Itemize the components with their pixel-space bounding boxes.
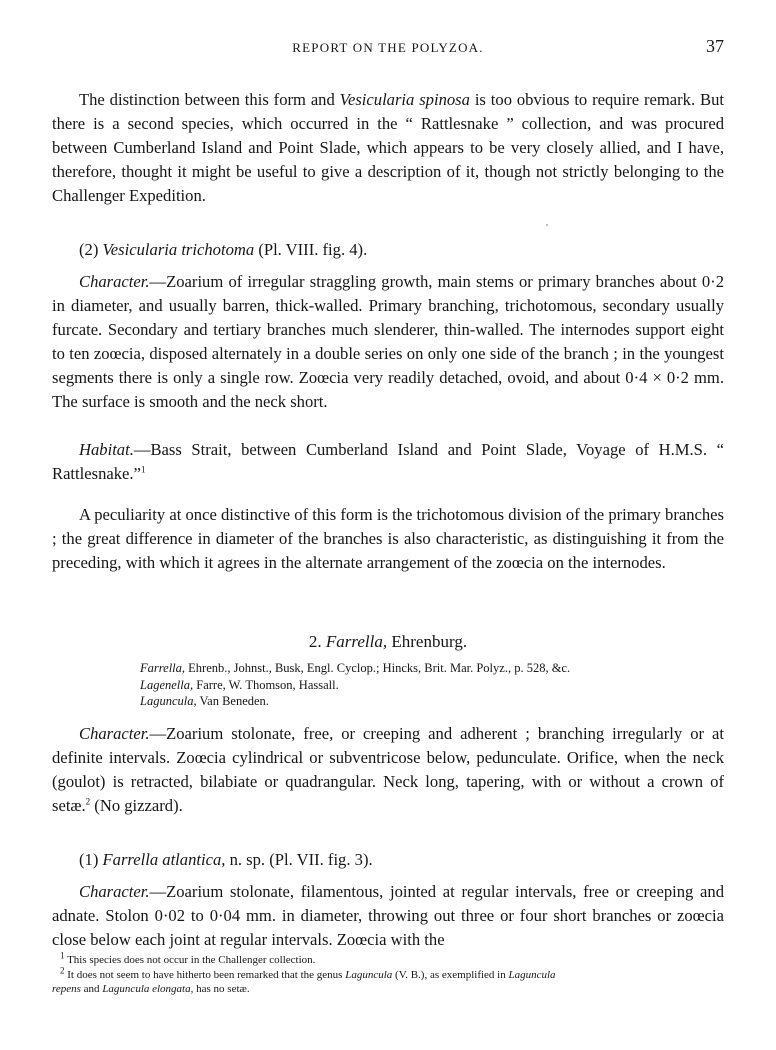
synonym-text: Farre, W. Thomson, Hassall. [196, 677, 339, 692]
character-label: Character. [79, 724, 150, 743]
synonym-item [140, 677, 740, 694]
footnote-1-text: This species does not occur in the Challenger collection. [67, 954, 316, 966]
species-number: (1) [79, 850, 99, 869]
species1-character-paragraph [52, 270, 724, 414]
character-label: Character. [79, 882, 150, 901]
species1-habitat-paragraph [52, 438, 724, 486]
species-number: (2) [79, 240, 99, 259]
synonym-text: Ehrenb., Johnst., Busk, Engl. Cyclop.; Hincks, Brit. Mar. Polyz., p. 528, &c. [188, 661, 571, 675]
footnote-2-genus: Laguncula [508, 968, 556, 981]
footnote-2-genus: Laguncula [345, 968, 393, 981]
genus-character-paragraph [52, 722, 724, 818]
vesicularia-spinosa-name: Vesicularia spinosa [339, 90, 470, 109]
page-header [52, 36, 724, 64]
species1-remark-paragraph: A peculiarity at once distinctive of this form is the trichotomous division of the primary branches ; the great difference in diameter of the branches is also characteristic, as distinguishing it from the preceding, with which it agrees in the alternate arrangement of the zoœcia on the internodes. [52, 505, 724, 572]
species-name: Vesicularia trichotoma [102, 240, 255, 259]
synonym-text: Van Beneden. [199, 694, 269, 708]
footnote-marker-2: 2 [85, 796, 91, 807]
running-head: REPORT ON THE POLYZOA. [292, 40, 484, 55]
footnote-2-continued [52, 982, 732, 997]
footnote-2-text: and [83, 983, 100, 995]
character-text: —Zoarium stolonate, free, or creeping and adherent ; branching irregularly or at definite intervals. Zoœcia cylindrical or subventricose below, pedunculate. Orifice, when the neck (goulot) is retracted, bilabiate or quadrangular. Neck long, tapering, with or without a crown of setæ. [52, 724, 724, 815]
species-heading-farrella-atlantica [52, 848, 724, 872]
synonym-item [140, 660, 740, 677]
species2-character-paragraph [52, 880, 724, 952]
synonym-name: Lagenella, [140, 677, 194, 692]
intro-paragraph: The distinction between this form and Vesicularia spinosa is too obvious to require remark. But there is a second species, which occurred in the “ Rattlesnake ” collection, and was procured between Cumberland Island and Point Slade, which appears to be very closely allied, and I have, therefore, thought it might be useful to give a description of it, though not strictly belonging to the Challenger Expedition. [52, 90, 724, 205]
character-label: Character. [79, 272, 150, 291]
footnote-2-text: has no setæ. [196, 983, 250, 995]
footnote-2-species: repens [52, 983, 81, 995]
synonym-item [140, 693, 740, 710]
ink-speck [546, 224, 548, 226]
genus-authority: Ehrenburg. [391, 632, 468, 651]
synonym-name: Laguncula, [140, 694, 197, 708]
footnote-marker-1: 1 [140, 464, 146, 475]
footnote-1 [52, 950, 732, 968]
habitat-label: Habitat. [79, 440, 134, 459]
habitat-text: —Bass Strait, between Cumberland Island and Point Slade, Voyage of H.M.S. “ Rattlesnake.” [52, 440, 724, 483]
species-name: Farrella atlantica, [102, 850, 226, 869]
genus-number: 2. [308, 632, 322, 651]
footnote-2-text: It does not seem to have hitherto been remarked that the genus [67, 968, 343, 981]
synonym-name: Farrella, [140, 661, 186, 675]
genus-heading [52, 630, 724, 654]
footnote-2-species: Laguncula elongata, [102, 983, 194, 995]
character-tail: (No gizzard). [90, 796, 183, 815]
character-text: —Zoarium stolonate, filamentous, jointed at regular intervals, free or creeping and adnate. Stolon 0·02 to 0·04 mm. in diameter, throwing out three or four short branches or zoœcia close below each joint at regular intervals. Zoœcia with the [52, 882, 724, 949]
synonymy-list [140, 660, 740, 710]
footnote-2-mark: 2 [60, 964, 65, 975]
page-number: 37 [706, 36, 724, 56]
character-text: —Zoarium of irregular straggling growth, main stems or primary branches about 0·2 in diameter, and usually barren, thick-walled. Primary branching, trichotomous, secondary usually furcate. Secondary and tertiary branches much slenderer, thin-walled. The internodes support eight to ten zoœcia, disposed alternately in a double series on only one side of the branch ; in the youngest segments there is only a single row. Zoœcia very readily detached, ovoid, and about 0·4 × 0·2 mm. The surface is smooth and the neck short. [52, 272, 724, 411]
footnotes [52, 950, 732, 997]
species-heading-vesicularia-trichotoma [52, 238, 724, 262]
footnote-2 [52, 964, 732, 983]
genus-name: Farrella, [325, 632, 388, 651]
footnote-2-text: (V. B.), as exemplified in [395, 968, 506, 981]
plate-reference: (Pl. VIII. fig. 4). [258, 240, 368, 259]
footnote-1-mark: 1 [60, 950, 65, 961]
species-suffix: n. sp. (Pl. VII. fig. 3). [229, 850, 373, 869]
